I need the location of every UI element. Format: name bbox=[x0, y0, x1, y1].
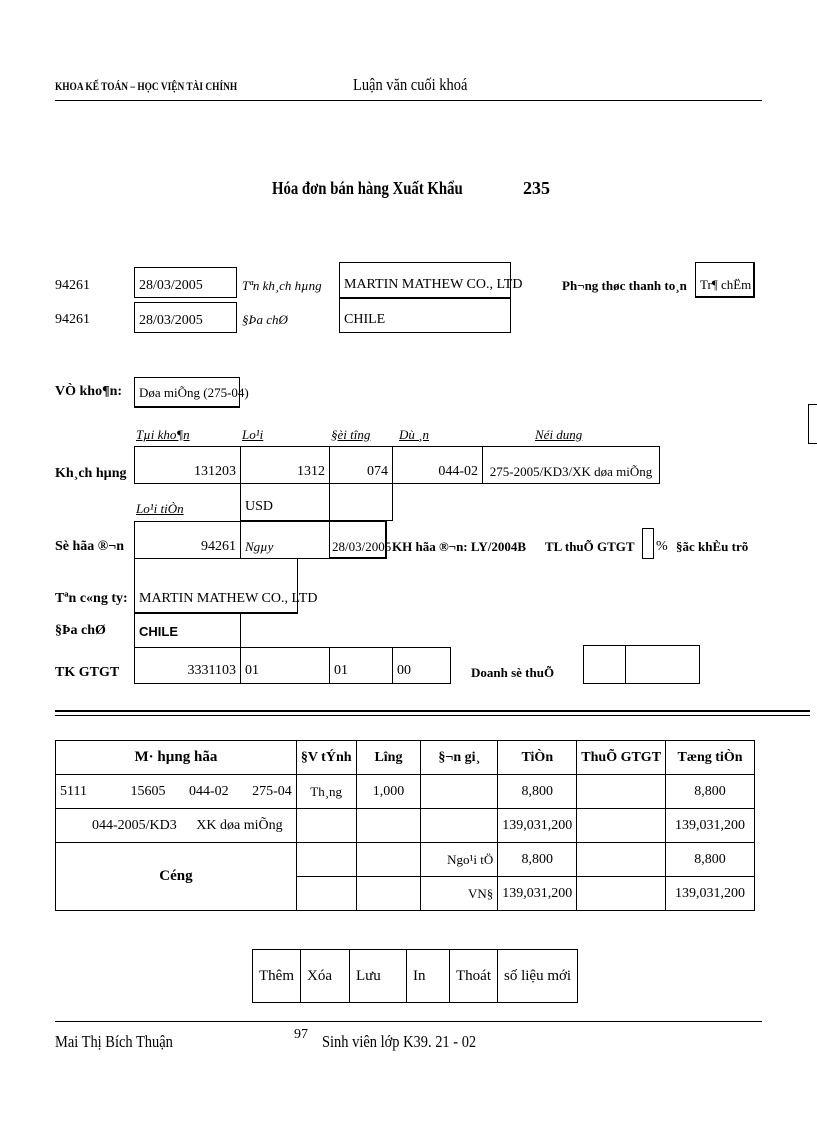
vat-rate-label: TL thuÕ GTGT bbox=[545, 539, 635, 554]
currency-label: Lo¹i tiÒn bbox=[136, 501, 184, 516]
item-unit-empty bbox=[296, 809, 356, 843]
tax-revenue-field-2[interactable] bbox=[625, 645, 700, 684]
sum-empty-1 bbox=[296, 843, 356, 877]
item-code-4: 275-04 bbox=[252, 783, 292, 799]
account-col-header: Tµi kho¶n bbox=[136, 427, 190, 442]
invoice-date-label: Ngµy bbox=[240, 521, 330, 559]
sum-vnd-amount: 139,031,200 bbox=[498, 877, 577, 911]
item-price-empty bbox=[421, 809, 498, 843]
item-total-vnd: 139,031,200 bbox=[666, 809, 755, 843]
type-col-header: Lo¹i bbox=[242, 427, 264, 442]
item-desc-1: 044-2005/KD3 bbox=[92, 817, 177, 833]
add-button[interactable]: Thêm bbox=[253, 950, 301, 1003]
item-total: 8,800 bbox=[666, 775, 755, 809]
new-data-button[interactable]: số liệu mới bbox=[498, 950, 578, 1003]
sum-empty-2 bbox=[356, 843, 421, 877]
company-name-field[interactable]: MARTIN MATHEW CO., LTD bbox=[134, 559, 298, 614]
invoice-date-field[interactable]: 28/03/2005 bbox=[329, 521, 387, 559]
vat-account-field[interactable]: 3331103 bbox=[134, 647, 241, 684]
save-button[interactable]: Lưu bbox=[350, 950, 407, 1003]
table-row[interactable] bbox=[56, 775, 755, 809]
item-amount-vnd: 139,031,200 bbox=[498, 809, 577, 843]
invoice-number-label: Sè hãa ®¬n bbox=[55, 539, 125, 554]
print-button[interactable]: In bbox=[407, 950, 450, 1003]
items-header-row bbox=[56, 741, 755, 775]
item-desc-cell bbox=[56, 809, 297, 843]
page-number: 97 bbox=[294, 1027, 308, 1042]
footer-class: Sinh viên lớp K39. 21 - 02 bbox=[322, 1032, 477, 1051]
table-row[interactable] bbox=[56, 809, 755, 843]
invoice-number-title: 235 bbox=[523, 178, 550, 198]
currency-extra-field[interactable] bbox=[329, 484, 393, 521]
item-qty-empty bbox=[356, 809, 421, 843]
project-field[interactable]: 044-02 bbox=[392, 446, 483, 484]
vat-account-c3[interactable]: 01 bbox=[329, 647, 393, 684]
address-label: §Þa chØ bbox=[242, 312, 288, 327]
sum-foreign-amount: 8,800 bbox=[498, 843, 577, 877]
export-label: §ãc khÈu trõ bbox=[676, 539, 749, 554]
company-address-field[interactable]: CHILE bbox=[134, 614, 241, 648]
content-field[interactable]: 275-2005/KD3/XK døa miÕng bbox=[482, 446, 660, 484]
col-header-item: M· hµng hãa bbox=[56, 741, 297, 775]
address-field[interactable]: CHILE bbox=[339, 298, 511, 333]
item-code-3: 044-02 bbox=[188, 783, 229, 799]
company-name-label: Tªn c«ng ty: bbox=[55, 591, 128, 606]
col-header-total: Tæng tiÒn bbox=[666, 741, 755, 775]
warehouse-field[interactable]: Døa miÕng (275-04) bbox=[134, 377, 240, 408]
tax-revenue-field-1[interactable] bbox=[583, 645, 626, 684]
sum-empty-3 bbox=[296, 877, 356, 911]
row2-date-field[interactable]: 28/03/2005 bbox=[134, 302, 237, 333]
object-field[interactable]: 074 bbox=[329, 446, 393, 484]
item-desc-2: XK døa miÕng bbox=[196, 817, 283, 833]
customer-name-label: Tªn kh¸ch hµng bbox=[242, 278, 322, 293]
items-table bbox=[55, 740, 755, 911]
payment-method-label: Ph¬ng thøc thanh to¸n bbox=[562, 278, 687, 293]
sum-vnd-vat bbox=[577, 877, 666, 911]
col-header-vat: ThuÕ GTGT bbox=[577, 741, 666, 775]
sum-label: Céng bbox=[56, 843, 297, 911]
sum-vnd-total: 139,031,200 bbox=[666, 877, 755, 911]
col-header-unit: §V tÝnh bbox=[296, 741, 356, 775]
vat-rate-field[interactable] bbox=[642, 528, 654, 559]
delete-button[interactable]: Xóa bbox=[301, 950, 350, 1003]
row1-date-field[interactable]: 28/03/2005 bbox=[134, 267, 237, 298]
header-rule bbox=[55, 100, 762, 101]
page-title: Hóa đơn bán hàng Xuất Khẩu bbox=[272, 178, 463, 198]
footer-rule bbox=[55, 1021, 762, 1022]
edge-marker bbox=[808, 404, 817, 444]
invoice-number-field[interactable]: 94261 bbox=[134, 521, 241, 559]
item-amount: 8,800 bbox=[498, 775, 577, 809]
item-vat-empty bbox=[577, 809, 666, 843]
sum-foreign-label: Ngo¹i tÖ bbox=[421, 843, 498, 877]
item-code-cell bbox=[56, 775, 297, 809]
exit-button[interactable]: Thoát bbox=[450, 950, 498, 1003]
sum-vnd-label: VN§ bbox=[421, 877, 498, 911]
header-left: KHOA KẾ TOÁN – HỌC VIỆN TÀI CHÍNH bbox=[55, 79, 238, 93]
type-field[interactable]: 1312 bbox=[240, 446, 330, 484]
warehouse-label: VÒ kho¶n: bbox=[55, 384, 123, 399]
content-col-header: Néi dung bbox=[535, 427, 583, 442]
payment-method-field[interactable]: Tr¶ chËm bbox=[695, 262, 755, 298]
vat-account-c4[interactable]: 00 bbox=[392, 647, 451, 684]
item-vat bbox=[577, 775, 666, 809]
project-col-header: Dù ¸n bbox=[399, 427, 429, 442]
sum-foreign-vat bbox=[577, 843, 666, 877]
currency-field[interactable]: USD bbox=[240, 484, 330, 521]
item-code-1: 5111 bbox=[60, 783, 87, 799]
sum-empty-4 bbox=[356, 877, 421, 911]
separator-line-1 bbox=[55, 710, 810, 712]
col-header-qty: Lîng bbox=[356, 741, 421, 775]
sum-row-foreign bbox=[56, 843, 755, 877]
invoice-series-label: KH hãa ®¬n: LY/2004B bbox=[392, 539, 527, 554]
col-header-amount: TiÒn bbox=[498, 741, 577, 775]
account-field[interactable]: 131203 bbox=[134, 446, 241, 484]
header-right: Luận văn cuối khoá bbox=[353, 75, 468, 94]
item-qty: 1,000 bbox=[356, 775, 421, 809]
item-code-2: 15605 bbox=[130, 783, 166, 799]
vat-account-label: TK GTGT bbox=[55, 665, 120, 680]
object-col-header: §èi tîng bbox=[331, 427, 371, 442]
customer-account-label: Kh¸ch hµng bbox=[55, 466, 127, 481]
percent-sign: % bbox=[656, 539, 668, 554]
separator-line-2 bbox=[55, 715, 810, 716]
item-unit: Th¸ng bbox=[296, 775, 356, 809]
tax-revenue-label: Doanh sè thuÕ bbox=[471, 665, 555, 680]
footer-author: Mai Thị Bích Thuận bbox=[55, 1032, 173, 1051]
sum-foreign-total: 8,800 bbox=[666, 843, 755, 877]
vat-account-c2[interactable]: 01 bbox=[240, 647, 330, 684]
col-header-price: §¬n gi¸ bbox=[421, 741, 498, 775]
company-address-label: §Þa chØ bbox=[55, 623, 106, 638]
action-buttons bbox=[252, 949, 578, 1003]
item-price bbox=[421, 775, 498, 809]
customer-name-field[interactable]: MARTIN MATHEW CO., LTD bbox=[339, 262, 511, 298]
row1-code: 94261 bbox=[55, 278, 90, 293]
row2-code: 94261 bbox=[55, 312, 90, 327]
